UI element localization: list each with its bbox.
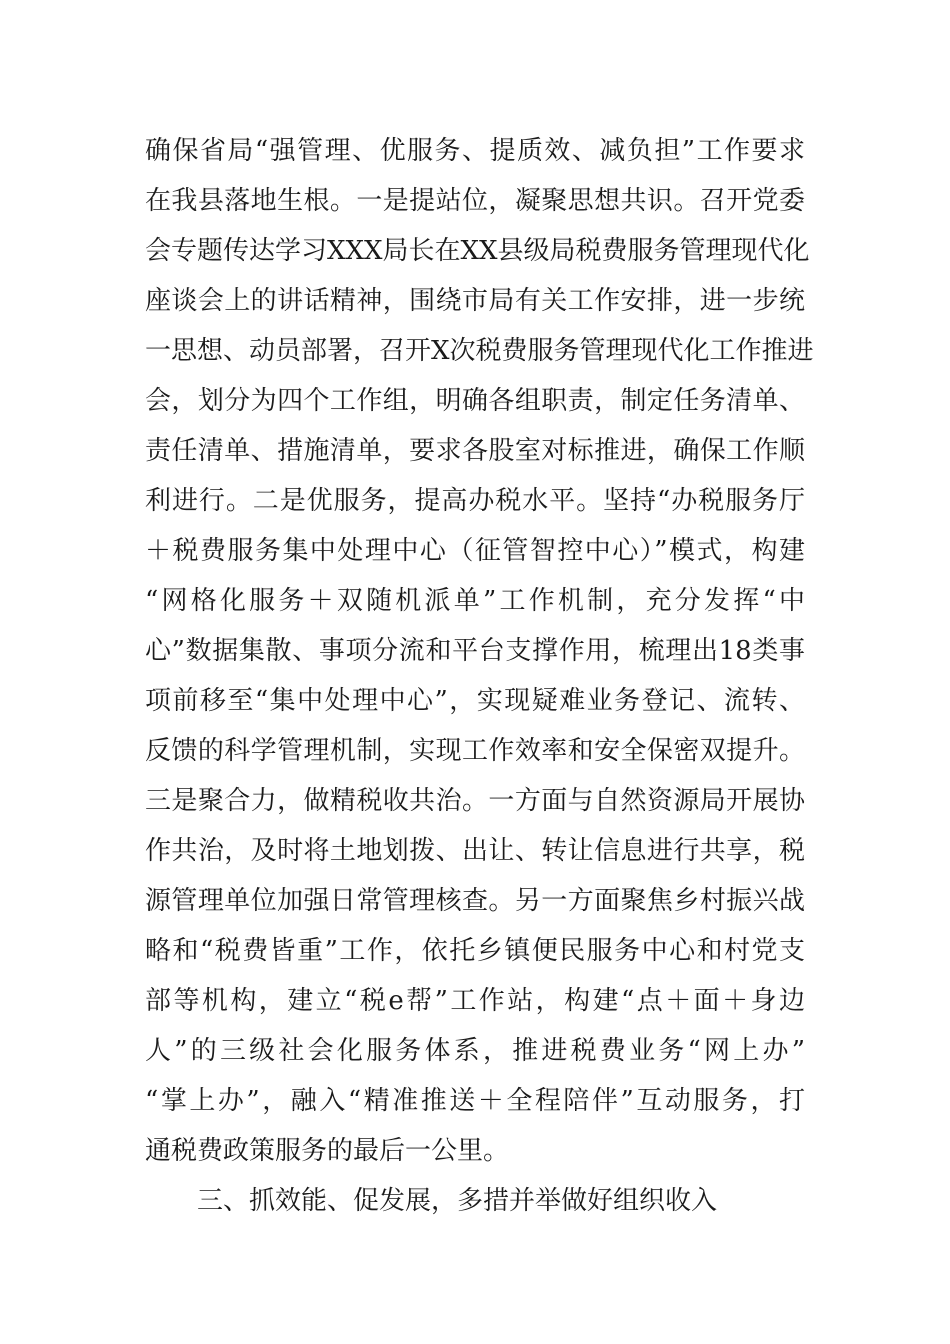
paragraph-line: 通税费政策服务的最后一公里。: [145, 1136, 510, 1166]
paragraph-line: 三是聚合力，做精税收共治。一方面与自然资源局开展协: [145, 786, 805, 816]
paragraph-line: 会专题传达学习XXX局长在XX县级局税费服务管理现代化: [145, 236, 810, 266]
paragraph-line: 心”数据集散、事项分流和平台支撑作用，梳理出18类事: [145, 636, 805, 666]
paragraph-line: 反馈的科学管理机制，实现工作效率和安全保密双提升。: [145, 736, 805, 766]
paragraph-line: 项前移至“集中处理中心”，实现疑难业务登记、流转、: [145, 686, 805, 716]
paragraph-line: 责任清单、措施清单，要求各股室对标推进，确保工作顺: [145, 436, 805, 466]
paragraph-line: 会，划分为四个工作组，明确各组职责，制定任务清单、: [145, 386, 805, 416]
paragraph-line: 座谈会上的讲话精神，围绕市局有关工作安排，进一步统: [145, 286, 805, 316]
paragraph-line: “掌上办”，融入“精准推送＋全程陪伴”互动服务，打: [145, 1086, 805, 1116]
paragraph-line: 在我县落地生根。一是提站位，凝聚思想共识。召开党委: [145, 186, 805, 216]
paragraph-line: “网格化服务＋双随机派单”工作机制，充分发挥“中: [145, 586, 805, 616]
paragraph-line: 略和“税费皆重”工作，依托乡镇便民服务中心和村党支: [145, 936, 805, 966]
body-paragraph: [145, 126, 814, 1176]
paragraph-line: 部等机构，建立“税e帮”工作站，构建“点＋面＋身边: [145, 986, 805, 1016]
paragraph-line: 确保省局“强管理、优服务、提质效、减负担”工作要求: [145, 136, 805, 166]
section-heading: 三、抓效能、促发展，多措并举做好组织收入: [197, 1186, 718, 1216]
paragraph-line: 源管理单位加强日常管理核查。另一方面聚焦乡村振兴战: [145, 886, 805, 916]
paragraph-line: 利进行。二是优服务，提高办税水平。坚持“办税服务厅: [145, 486, 805, 516]
paragraph-line: 作共治，及时将土地划拨、出让、转让信息进行共享，税: [145, 836, 805, 866]
paragraph-line: 人”的三级社会化服务体系，推进税费业务“网上办”: [145, 1036, 805, 1066]
paragraph-line: ＋税费服务集中处理中心（征管智控中心）”模式，构建: [145, 536, 805, 566]
paragraph-line: 一思想、动员部署，召开X次税费服务管理现代化工作推进: [145, 336, 814, 366]
